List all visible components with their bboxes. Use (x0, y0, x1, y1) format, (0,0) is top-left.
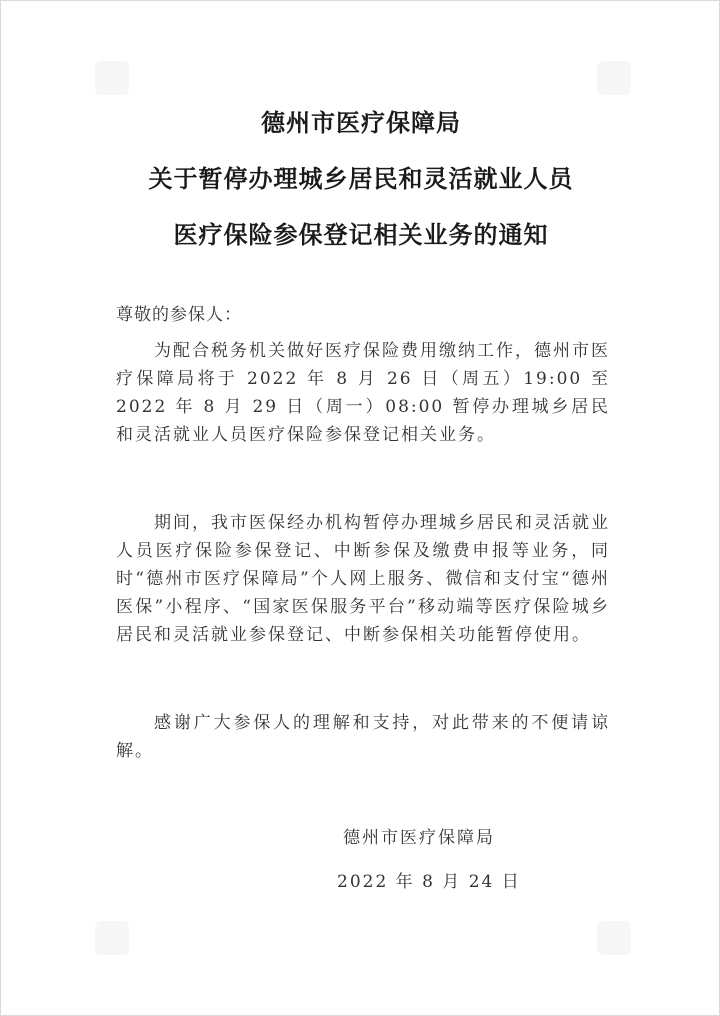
salutation: 尊敬的参保人： (116, 305, 242, 325)
paragraph-3: 感谢广大参保人的理解和支持，对此带来的不便请谅解。 (116, 713, 610, 761)
page-corner-mark (95, 921, 129, 955)
page-corner-mark (597, 61, 631, 95)
signature-organization: 德州市医疗保障局 (343, 828, 495, 848)
paragraph-2: 期间，我市医保经办机构暂停办理城乡居民和灵活就业人员医疗保险参保登记、中断参保及缴费申报等业务，同时“德州市医疗保障局”个人网上服务、微信和支付宝“德州医保”小程序、“国家医保服务平台”移动端等医疗保险城乡居民和灵活就业参保登记、中断参保相关功能暂停使用。 (116, 513, 610, 645)
signature-date: 2022 年 8 月 24 日 (337, 872, 521, 892)
page-corner-mark (597, 921, 631, 955)
notice-title-line-1: 德州市医疗保障局 (261, 109, 461, 137)
notice-title-line-3: 医疗保险参保登记相关业务的通知 (173, 221, 549, 249)
page-corner-mark (95, 61, 129, 95)
paragraph-1: 为配合税务机关做好医疗保险费用缴纳工作，德州市医疗保障局将于 2022 年 8 月 26 日（周五）19:00 至 2022 年 8 月 29 日（周一）08:00 暂停办理城乡居民和灵活就业人员医疗保险参保登记相关业务。 (116, 341, 610, 445)
notice-title-line-2: 关于暂停办理城乡居民和灵活就业人员 (148, 165, 574, 193)
